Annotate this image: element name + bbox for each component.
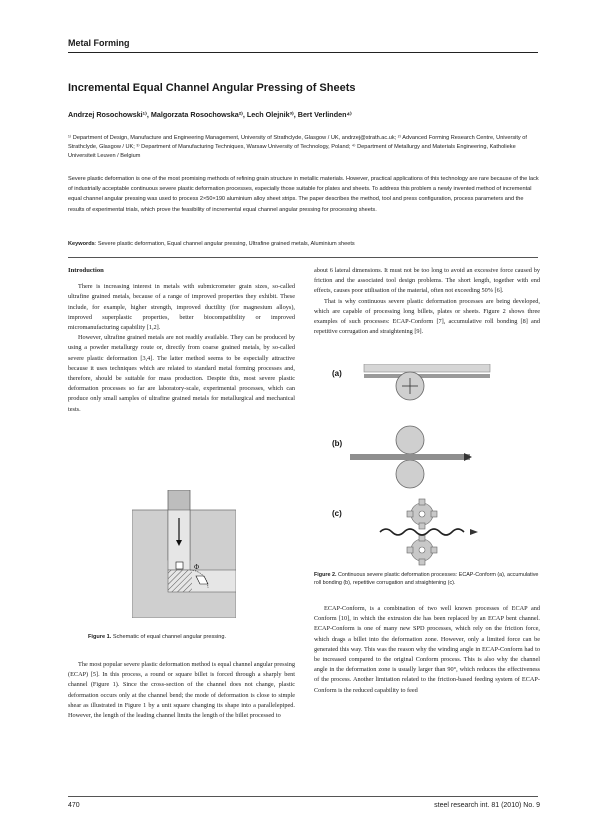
corrugated-strip — [380, 529, 464, 535]
intro-paragraph-4: about 6 lateral dimensions. It must not be too long to avoid an excessive force caused by friction and the associated tool design problems. The short length, together with end effects, causes poor utilisation of the material, often not exceeding 50% [6]. — [314, 267, 540, 295]
intro-paragraph-5: That is why continuous severe plastic deformation processes are being developed, which are capable of processing long billets, plates or sheets. Figure 2 shows three examples of such processes: ECAP-Conform [7], accumulative roll bonding [8] and repetitive corrugation and straightening [9]. — [314, 297, 540, 336]
conform-strip — [364, 374, 490, 378]
panel-b-label: (b) — [332, 439, 343, 448]
keywords-rule — [68, 257, 538, 258]
intro-paragraph-1: There is increasing interest in metals with submicrometer grain sizes, so-called ultrafine grained metals, because of a range of improved properties they exhibit. These include, for example, higher strength, improved ductility (for magnesium alloys), improved superplastic properties, better biocompatibility or improved micromanufacturing capability [1,2]. — [68, 283, 295, 332]
figure-2-caption — [314, 572, 542, 587]
footer-rule — [68, 796, 538, 797]
panel-c-label: (c) — [332, 509, 342, 518]
figure-1-caption — [88, 634, 226, 640]
page-number: 470 — [68, 802, 80, 809]
conform-shoe — [364, 364, 490, 372]
paper-title: Incremental Equal Channel Angular Pressing of Sheets — [68, 82, 356, 94]
figure-2-continuous-spd — [330, 364, 530, 572]
figure-1-caption-text: Schematic of equal channel angular pressing. — [111, 634, 227, 640]
lower-roll — [396, 460, 424, 488]
keywords-text: : Severe plastic deformation, Equal channel angular pressing, Ultrafine grained metals, Aluminium sheets — [94, 241, 355, 247]
lower-gear — [407, 535, 437, 565]
bonded-sheet — [350, 454, 470, 460]
header-rule — [68, 52, 538, 53]
upper-roll — [396, 426, 424, 454]
left-column — [68, 266, 295, 415]
panel-a-label: (a) — [332, 369, 342, 378]
affiliations: ¹⁾ Department of Design, Manufacture and Engineering Management, University of Strathclyde, Glasgow / UK, andrzej@strath.ac.uk; ²⁾ Advanced Forming Research Centre, University of Strathclyde, Glasgow / UK; ³⁾ Department of Manufacturing Techniques, Warsaw University of Technology, Poland; ⁴⁾ Department of Metallurgy and Materials Engineering, Katholieke Universiteit Leuven / Belgium — [68, 135, 527, 159]
authors: Andrzej Rosochowski¹⁾, Malgorzata Rosochowska²⁾, Lech Olejnik³⁾, Bert Verlinden⁴⁾ — [68, 110, 352, 119]
right-column-bottom — [314, 604, 540, 696]
figure-2-caption-text: Continuous severe plastic deformation processes: ECAP-Conform (a), accumulative roll bonding (b), repetitive corrugation and straightening (c). — [314, 572, 539, 586]
figure-2-label: Figure 2. — [314, 572, 337, 578]
introduction-heading: Introduction — [68, 267, 104, 274]
figure-1-ecap-schematic — [132, 490, 236, 618]
journal-reference: steel research int. 81 (2010) No. 9 — [434, 802, 540, 809]
unit-square — [176, 562, 183, 569]
keywords-label: Keywords — [68, 241, 95, 247]
right-column-top — [314, 266, 540, 337]
section-label: Metal Forming — [68, 38, 130, 48]
intro-paragraph-2: However, ultrafine grained metals are not readily available. They can be produced by using a powder metallurgy route or, directly from coarse grained metals, by so-called severe plastic deformation [3,4]. The latter method seems to be especially attractive because it uses techniques which are related to standard metal forming processes and, therefore, should be suitable for mass production. Despite this, most severe plastic deformation processes so far are laboratory-scale, experimental processes, which can produce only small samples of ultrafine grained metals for metallurgical and mechanical tests. — [68, 334, 295, 413]
abstract: Severe plastic deformation is one of the most promising methods of refining grain structure in metallic materials. However, practical applications of this technology are rare because of the lack of industrially acceptable continuous severe plastic deformation processes, especially those suitable for plates and sheets. To address this problem a newly invented method of incremental equal channel angular pressing was used to process 2×50×190 aluminium alloy sheet strips. The paper describes the method, tool and press configuration, process parameters and the results of experimental trials, which prove the feasibility of incremental equal channel angular pressing for processing sheets. — [68, 176, 539, 213]
billet-shear-zone — [168, 570, 192, 592]
upper-gear — [407, 499, 437, 529]
channel-angle-symbol: Φ — [194, 563, 200, 571]
intro-paragraph-3: The most popular severe plastic deformation method is equal channel angular pressing (ECAP) [5]. In this process, a round or square billet is forced through a sharply bent channel (Figure 1). Since the cross-section of the channel does not change, plastic deformation occurs only at the channel bend; the mode of deformation is close to simple shear as illustrated in Figure 1 by a unit square changing its shape into a parallelepiped. However, the length of the leading channel limits the length of the billet processed to — [68, 661, 295, 720]
figure-1-label: Figure 1. — [88, 634, 112, 640]
keywords — [68, 240, 540, 249]
left-column-lower — [68, 660, 295, 721]
intro-paragraph-6: ECAP-Conform, is a combination of two well known processes of ECAP and Conform [10], in which the extrusion die has been replaced by an ECAP bent channel. ECAP-Conform is one of many new SPD processes, which rely on the friction force, which drags a billet into the deformation zone. However, only a limited force can be generated this way. This was the reason why the winding angle in ECAP-Conform had to be increased compared to the original Conform process. This is also why the channel angle in the deformation zone is usually larger than 90°, which reduces the effectiveness of the process. Another limitation related to the friction-based feeding system of ECAP-Conform is the reduced capability to feed — [314, 605, 540, 694]
